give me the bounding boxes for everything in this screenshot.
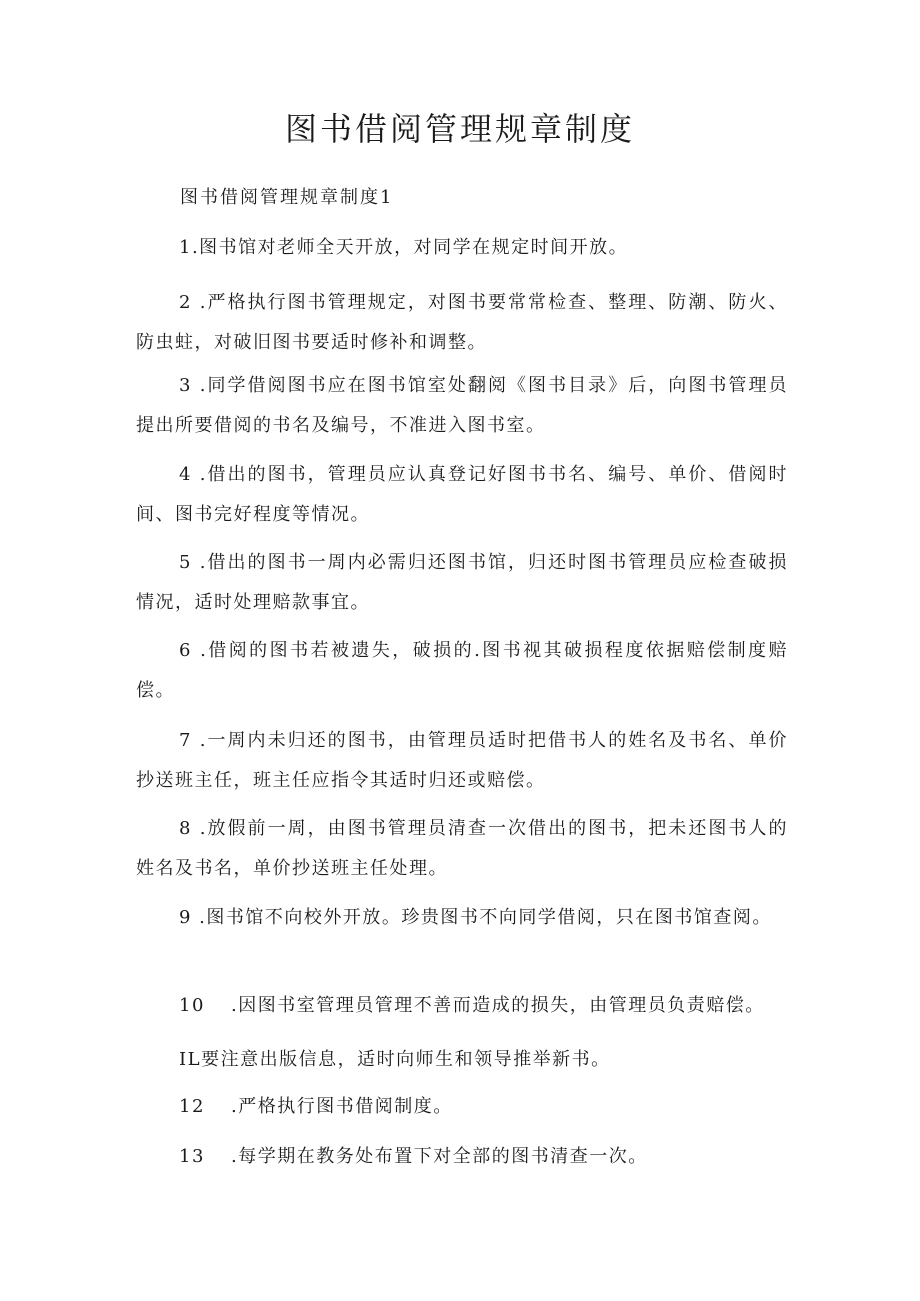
rule-item (136, 809, 788, 889)
rule-text: .一周内未归还的图书，由管理员适时把借书人的姓名及书名、单价抄送班主任，班主任应指令其适时归还或赔偿。 (136, 730, 788, 791)
rule-number: 10 (179, 995, 205, 1016)
rule-number: 9 (179, 907, 192, 928)
rule-text: .借出的图书一周内必需归还图书馆，归还时图书管理员应检查破损情况，适时处理赔款事宜。 (136, 552, 788, 613)
rule-text: 要注意出版信息，适时向师生和领导推举新书。 (201, 1049, 611, 1070)
rule-number: 3 (179, 375, 192, 396)
rule-number: 5 (179, 552, 192, 573)
rule-number: 12 (179, 1096, 205, 1117)
document-subtitle: 图书借阅管理规章制度1 (180, 187, 394, 208)
document-title: 图书借阅管理规章制度 (284, 110, 635, 148)
rule-text: .图书馆不向校外开放。珍贵图书不向同学借阅，只在图书馆查阅。 (191, 907, 772, 928)
rule-item (136, 1137, 788, 1177)
rule-number: 8 (179, 818, 192, 839)
rule-item (136, 898, 788, 938)
rule-item (136, 1040, 788, 1080)
rule-number: 2 (179, 292, 192, 313)
rule-item (136, 631, 788, 711)
rule-text: .借阅的图书若被遗失，破损的.图书视其破损程度依据赔偿制度赔偿。 (136, 640, 788, 701)
rule-item (136, 1087, 788, 1127)
rule-number: 13 (179, 1146, 205, 1167)
rule-text: .严格执行图书借阅制度。 (231, 1096, 453, 1117)
rule-text: .图书馆对老师全天开放，对同学在规定时间开放。 (191, 237, 629, 258)
rule-text: .同学借阅图书应在图书馆室处翻阅《图书目录》后，向图书管理员提出所要借阅的书名及编号，不准进入图书室。 (136, 375, 788, 436)
rule-item (136, 986, 788, 1026)
rule-text: .放假前一周，由图书管理员清查一次借出的图书，把未还图书人的姓名及书名，单价抄送班主任处理。 (136, 818, 788, 879)
rule-text: .借出的图书，管理员应认真登记好图书书名、编号、单价、借阅时间、图书完好程度等情况。 (136, 464, 788, 525)
rule-number: 6 (179, 640, 192, 661)
rule-text: .严格执行图书管理规定，对图书要常常检查、整理、防潮、防火、防虫蛀，对破旧图书要适时修补和调整。 (136, 292, 788, 353)
rule-number: 4 (179, 464, 192, 485)
rule-item (136, 455, 788, 535)
rule-number: IL (179, 1049, 202, 1070)
rule-item (136, 543, 788, 623)
rule-item (136, 366, 788, 446)
rule-item (136, 283, 788, 363)
rule-item (136, 228, 788, 268)
rule-item (136, 721, 788, 801)
rule-text: .每学期在教务处布置下对全部的图书清查一次。 (231, 1146, 648, 1167)
rule-text: .因图书室管理员管理不善而造成的损失，由管理员负责赔偿。 (231, 995, 765, 1016)
rule-number: 7 (179, 730, 192, 751)
rule-number: 1 (179, 237, 192, 258)
